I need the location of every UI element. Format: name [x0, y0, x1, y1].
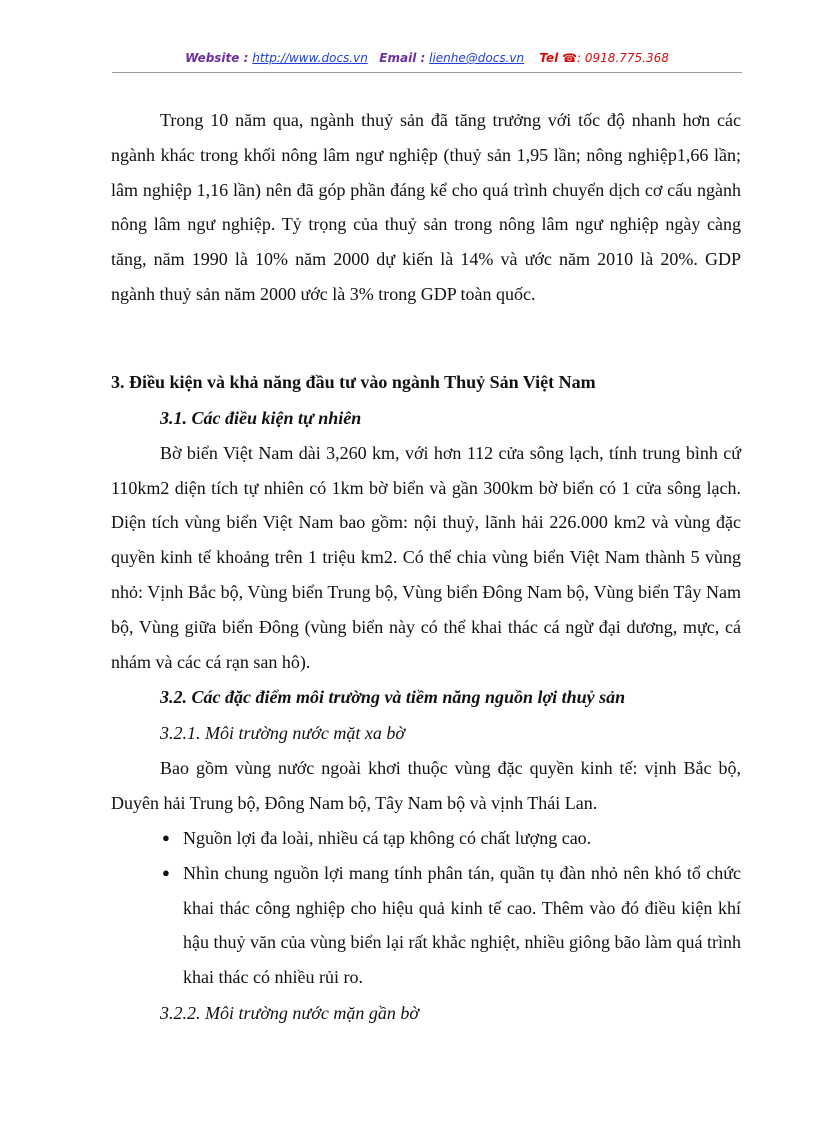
- bullet-item: [111, 856, 741, 995]
- tel-block: [539, 51, 669, 65]
- bullet-text: Nguồn lợi đa loài, nhiều cá tạp không có chất lượng cao.: [183, 827, 592, 848]
- bullet-text: Nhìn chung nguồn lợi mang tính phân tán, quần tụ đàn nhỏ nên khó tổ chức khai thác công nghiệp cho hiệu quả kinh tế cao. Thêm vào đó điều kiện khí hậu thuỷ văn của vùng biển lại rất khắc nghiệt, nhiều giông bão làm quá trình khai thác có nhiều rủi ro.: [183, 862, 741, 988]
- section-3-2-1-heading: 3.2.1. Môi trường nước mặt xa bờ: [160, 723, 405, 744]
- section-3-2-1-paragraph: Bao gồm vùng nước ngoài khơi thuộc vùng đặc quyền kinh tế: vịnh Bắc bộ, Duyên hải Trung bộ, Đông Nam bộ, Tây Nam bộ và vịnh Thái Lan.: [111, 758, 741, 814]
- document-body: [111, 103, 741, 1031]
- section-spacer: [111, 312, 741, 364]
- section-3-1-paragraph: Bờ biển Việt Nam dài 3,260 km, với hơn 112 cửa sông lạch, tính trung bình cứ 110km2 diện tích tự nhiên có 1km bờ biển và gần 300km bờ biển có 1 cửa sông lạch. Diện tích vùng biển Việt Nam bao gồm: nội thuỷ, lãnh hải 226.000 km2 và vùng đặc quyền kinh tế khoảng trên 1 triệu km2. Có thể chia vùng biển Việt Nam thành 5 vùng nhỏ: Vịnh Bắc bộ, Vùng biển Trung bộ, Vùng biển Đông Nam bộ, Vùng biển Tây Nam bộ, Vùng giữa biển Đông (vùng biển này có thể khai thác cá ngừ đại dương, mực, cá nhám và các cá rạn san hô).: [111, 442, 741, 672]
- tel-number: : 0918.775.368: [577, 51, 669, 65]
- phone-icon: ☎: [562, 51, 578, 65]
- page-header: [112, 48, 742, 73]
- email-label: Email :: [379, 51, 426, 65]
- bullet-icon: ●: [162, 864, 170, 880]
- website-link[interactable]: http://www.docs.vn: [252, 51, 368, 65]
- section-3-2-heading: 3.2. Các đặc điểm môi trường và tiềm năng nguồn lợi thuỷ sản: [160, 687, 626, 708]
- section-3-2-2-heading: 3.2.2. Môi trường nước mặn gần bờ: [160, 1002, 419, 1023]
- bullet-item: [111, 821, 741, 856]
- email-link[interactable]: lienhe@docs.vn: [429, 51, 525, 65]
- intro-paragraph: Trong 10 năm qua, ngành thuỷ sản đã tăng trưởng với tốc độ nhanh hơn các ngành khác trong khối nông lâm ngư nghiệp (thuỷ sản 1,95 lần; nông nghiệp1,66 lần; lâm nghiệp 1,16 lần) nên đã góp phần đáng kể cho quá trình chuyển dịch cơ cấu ngành nông lâm ngư nghiệp. Tỷ trọng của thuỷ sản trong nông lâm ngư nghiệp ngày càng tăng, năm 1990 là 10% năm 2000 dự kiến là 14% và ước năm 2010 là 20%. GDP ngành thuỷ sản năm 2000 ước là 3% trong GDP toàn quốc.: [111, 110, 741, 304]
- bullet-list: [111, 821, 741, 995]
- section-3-heading: 3. Điều kiện và khả năng đầu tư vào ngành Thuỷ Sản Việt Nam: [111, 371, 596, 392]
- tel-label: Tel: [539, 51, 559, 65]
- website-label: Website :: [185, 51, 249, 65]
- section-3-1-heading: 3.1. Các điều kiện tự nhiên: [160, 407, 362, 428]
- bullet-icon: ●: [162, 829, 170, 845]
